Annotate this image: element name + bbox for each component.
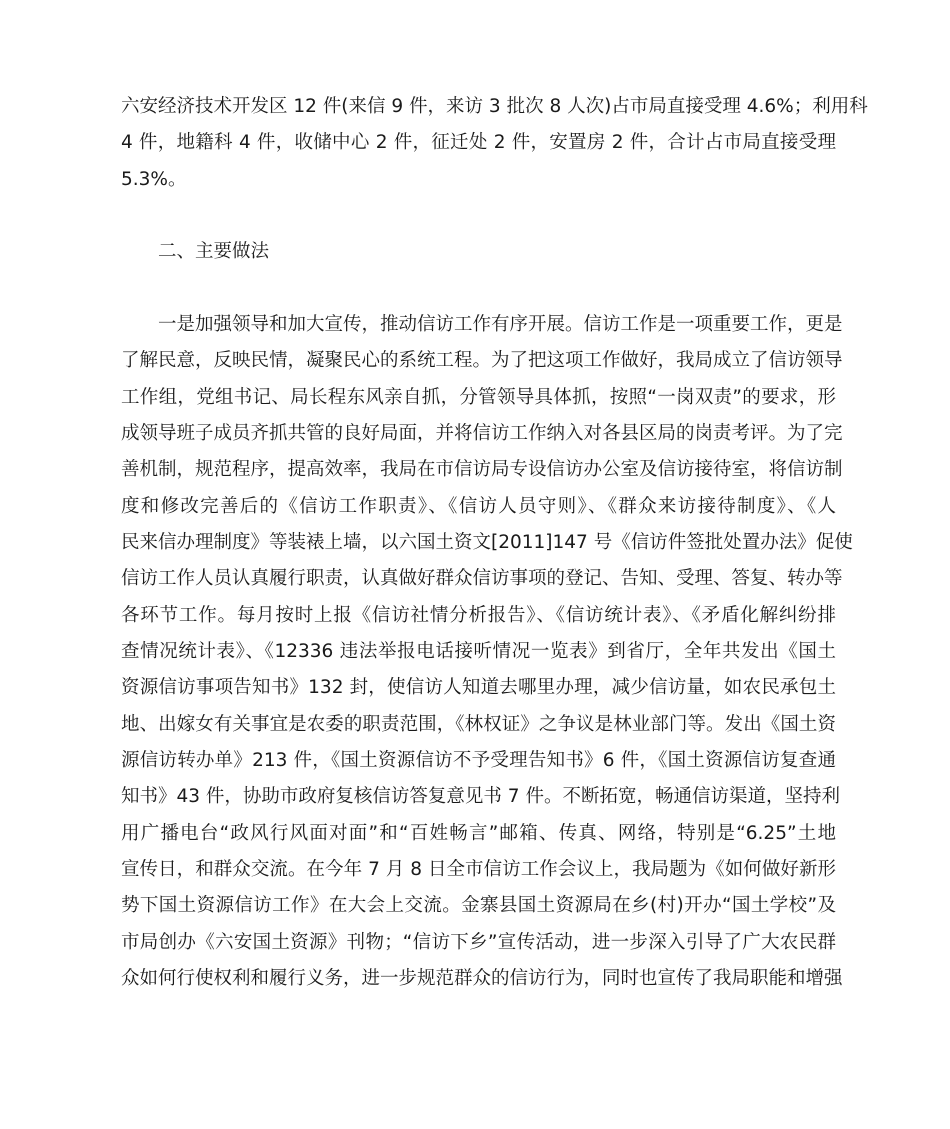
paragraph-line: 一是加强领导和加大宣传，推动信访工作有序开展。信访工作是一项重要工作，更是: [158, 314, 843, 335]
paragraph-line: 信访工作人员认真履行职责，认真做好群众信访事项的登记、告知、受理、答复、转办等: [121, 568, 843, 589]
paragraph-line: 5.3%。: [121, 169, 187, 190]
paragraph-line: 各环节工作。每月按时上报《信访社情分析报告》、《信访统计表》、《矛盾化解纠纷排: [121, 605, 836, 626]
paragraph-line: 度和修改完善后的《信访工作职责》、《信访人员守则》、《群众来访接待制度》、《人: [121, 496, 836, 517]
paragraph-line: 势下国土资源信访工作》在大会上交流。金寨县国土资源局在乡(村)开办“国土学校”及: [121, 895, 836, 916]
paragraph-line: 资源信访事项告知书》132 封，使信访人知道去哪里办理，减少信访量，如农民承包土: [121, 677, 836, 698]
paragraph-line: 用广播电台“政风行风面对面”和“百姓畅言”邮箱、传真、网络，特别是“6.25”土地: [121, 823, 836, 844]
paragraph-line: 善机制，规范程序，提高效率，我局在市信访局专设信访办公室及信访接待室，将信访制: [121, 459, 843, 480]
paragraph-line: 众如何行使权利和履行义务，进一步规范群众的信访行为，同时也宣传了我局职能和增强: [121, 968, 843, 989]
paragraph-line: 民来信办理制度》等装裱上墙，以六国土资文[2011]147 号《信访件签批处置办法》促使: [121, 532, 853, 553]
paragraph-line: 六安经济技术开发区 12 件(来信 9 件，来访 3 批次 8 人次)占市局直接受理 4.6%；利用科: [121, 96, 868, 117]
paragraph-line: 知书》43 件，协助市政府复核信访答复意见书 7 件。不断拓宽，畅通信访渠道，坚持利: [121, 786, 840, 807]
paragraph-line: 地、出嫁女有关事宜是农委的职责范围，《林权证》之争议是林业部门等。发出《国土资: [121, 714, 836, 735]
paragraph-line: 成领导班子成员齐抓共管的良好局面，并将信访工作纳入对各县区局的岗责考评。为了完: [121, 423, 843, 444]
paragraph-line: 宣传日，和群众交流。在今年 7 月 8 日全市信访工作会议上，我局题为《如何做好新形: [121, 859, 836, 880]
section-heading: 二、主要做法: [158, 241, 270, 262]
paragraph-line: 源信访转办单》213 件，《国土资源信访不予受理告知书》6 件，《国土资源信访复查通: [121, 750, 836, 771]
paragraph-line: 了解民意，反映民情，凝聚民心的系统工程。为了把这项工作做好，我局成立了信访领导: [121, 350, 843, 371]
paragraph-line: 查情况统计表》、《12336 违法举报电话接听情况一览表》到省厅，全年共发出《国土: [121, 641, 836, 662]
paragraph-line: 市局创办《六安国土资源》刊物；“信访下乡”宣传活动，进一步深入引导了广大农民群: [121, 932, 836, 953]
paragraph-line: 4 件，地籍科 4 件，收储中心 2 件，征迁处 2 件，安置房 2 件，合计占市局直接受理: [121, 132, 836, 153]
paragraph-line: 工作组，党组书记、局长程东风亲自抓，分管领导具体抓，按照“一岗双责”的要求，形: [121, 387, 836, 408]
